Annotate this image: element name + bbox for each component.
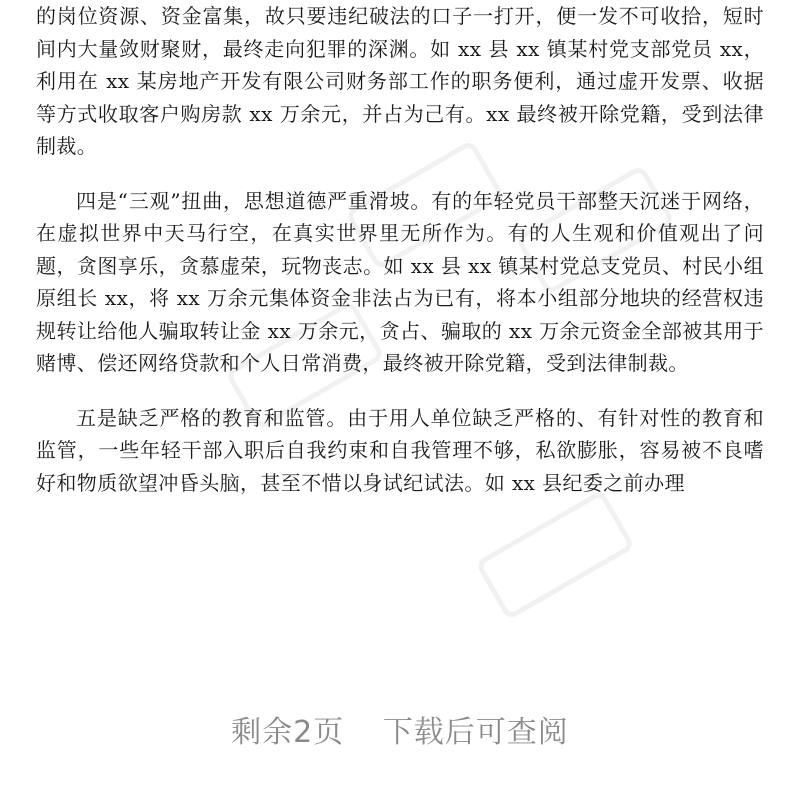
remaining-pages-text: 剩余2页 <box>231 715 345 750</box>
paragraph-continuation: 的岗位资源、资金富集，故只要违纪破法的口子一打开，便一发不可收拾，短时间内大量敛财聚财，最终走向犯罪的深渊。如 xx 县 xx 镇某村党支部党员 xx，利用在 xx 某房地产开发有限公司财务部工作的职务便利，通过虚开发票、收据等方式收取客户购房款 xx 万余元，并占为己有。xx 最终被开除党籍，受到法律制裁。 <box>36 4 764 158</box>
paragraph-point-four: 四是“三观”扭曲，思想道德严重滑坡。有的年轻党员干部整天沉迷于网络，在虚拟世界中天马行空，在真实世界里无所作为。有的人生观和价值观出了问题，贪图享乐，贪慕虚荣，玩物丧志。如 xx 县 xx 镇某村党总支党员、村民小组原组长 xx，将 xx 万余元集体资金非法占为已有，将本小组部分地块的经营权违规转让给他人骗取转让金 xx 万余元，贪占、骗取的 xx 万余元资金全部被其用于赌博、偿还网络贷款和个人日常消费，最终被开除党籍，受到法律制裁。 <box>36 188 764 375</box>
download-hint-text: 下载后可查阅 <box>382 715 569 750</box>
paragraph-point-five: 五是缺乏严格的教育和监管。由于用人单位缺乏严格的、有针对性的教育和监管，一些年轻干部入职后自我约束和自我管理不够，私欲膨胀，容易被不良嗜好和物质欲望冲昏头脑，甚至不惜以身试纪试法。如 xx 县纪委之前办理 <box>36 405 764 495</box>
watermark-logo <box>473 487 638 623</box>
download-to-view-banner[interactable] <box>0 707 800 751</box>
document-body <box>36 0 764 499</box>
